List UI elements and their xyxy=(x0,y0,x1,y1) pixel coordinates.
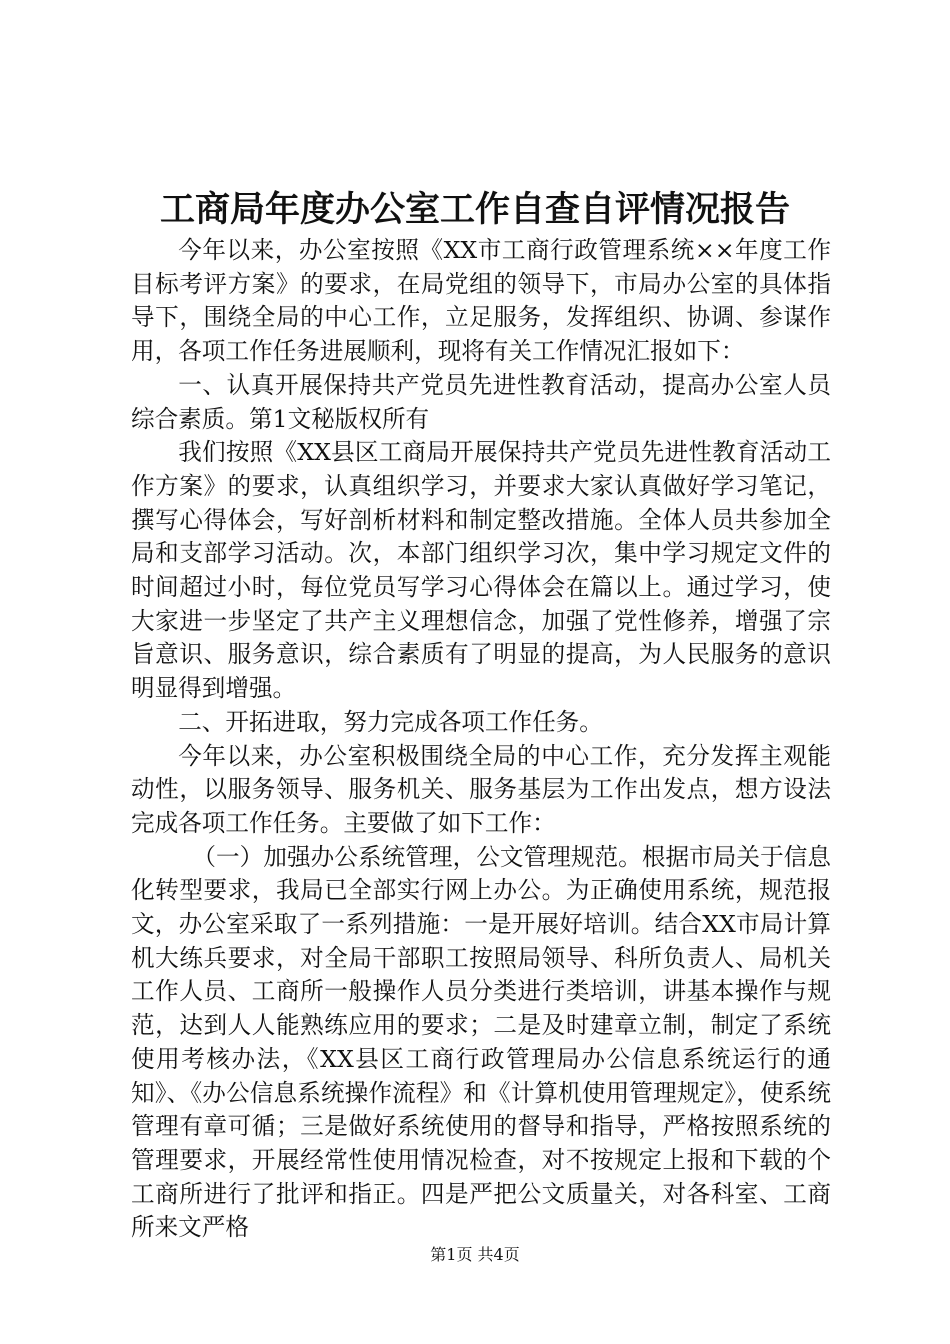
paragraph-office-system: （一）加强办公系统管理，公文管理规范。根据市局关于信息化转型要求，我局已全部实行网上办公。为正确使用系统，规范报文，办公室采取了一系列措施：一是开展好培训。结合XX市局计算机大练兵要求，对全局干部职工按照局领导、科所负责人、局机关工作人员、工商所一般操作人员分类进行类培训，讲基本操作与规范，达到人人能熟练应用的要求；二是及时建章立制，制定了系统使用考核办法，《XX县区工商行政管理局办公信息系统运行的通知》、《办公信息系统操作流程》和《计算机使用管理规定》，使系统管理有章可循；三是做好系统使用的督导和指导，严格按照系统的管理要求，开展经常性使用情况检查，对不按规定上报和下载的个工商所进行了批评和指正。四是严把公文质量关，对各科室、工商所来文严格 xyxy=(131,842,831,1242)
section-heading-2: 二、开拓进取，努力完成各项工作任务。 xyxy=(178,707,603,736)
paragraph-study: 我们按照《XX县区工商局开展保持共产党员先进性教育活动工作方案》的要求，认真组织学习，并要求大家认真做好学习笔记，撰写心得体会，写好剖析材料和制定整改措施。全体人员共参加全局和支部学习活动。次，本部门组织学习次，集中学习规定文件的时间超过小时，每位党员写学习心得体会在篇以上。通过学习，使大家进一步坚定了共产主义理想信念，加强了党性修养，增强了宗旨意识、服务意识，综合素质有了明显的提高，为人民服务的意识明显得到增强。 xyxy=(131,438,831,703)
section-heading-1: 一、认真开展保持共产党员先进性教育活动，提高办公室人员综合素质。第1文秘版权所有 xyxy=(131,370,831,433)
page-number: 第1页 共4页 xyxy=(430,1245,520,1264)
document-body xyxy=(131,234,831,1245)
document-title: 工商局年度办公室工作自查自评情况报告 xyxy=(159,189,790,230)
paragraph-intro: 今年以来，办公室按照《XX市工商行政管理系统××年度工作目标考评方案》的要求，在局党组的领导下，市局办公室的具体指导下，围绕全局的中心工作，立足服务，发挥组织、协调、参谋作用，各项工作任务进展顺利，现将有关工作情况汇报如下： xyxy=(131,236,831,366)
paragraph-tasks: 今年以来，办公室积极围绕全局的中心工作，充分发挥主观能动性，以服务领导、服务机关、服务基层为工作出发点，想方设法完成各项工作任务。主要做了如下工作： xyxy=(131,741,831,837)
